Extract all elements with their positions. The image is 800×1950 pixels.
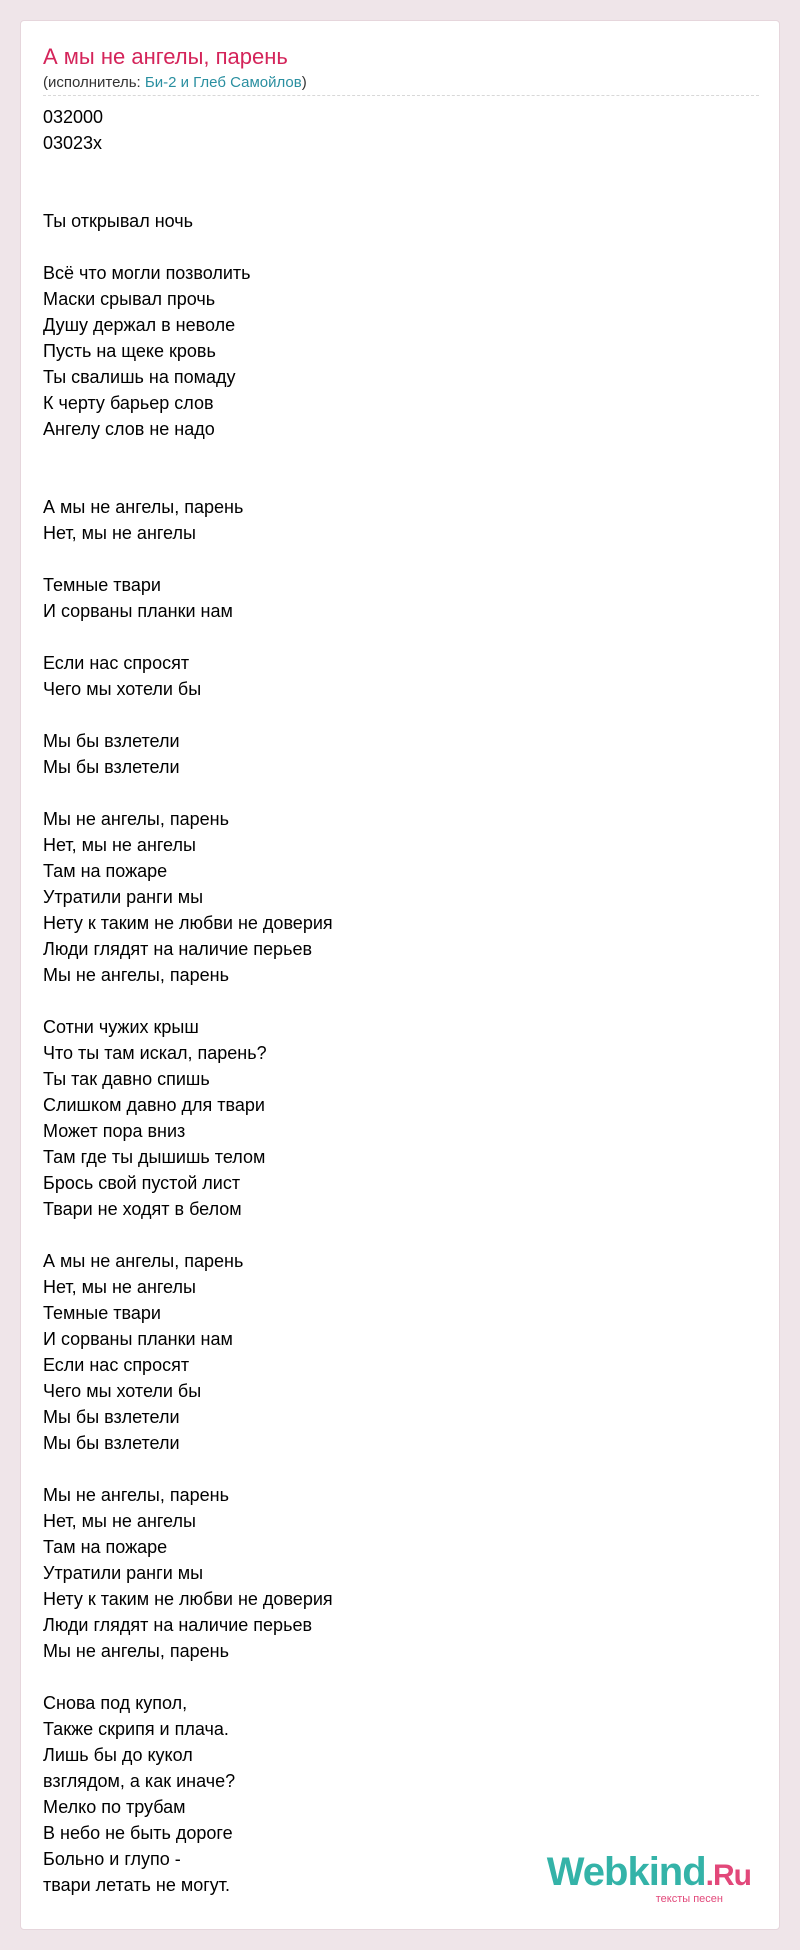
lyric-line: Утратили ранги мы bbox=[43, 887, 204, 907]
lyric-line: Люди глядят на наличие перьев bbox=[43, 1615, 313, 1635]
lyric-line: Брось свой пустой лист bbox=[43, 1173, 241, 1193]
lyric-line: Темные твари bbox=[43, 575, 161, 595]
artist-suffix: ) bbox=[301, 74, 307, 91]
lyric-line: Ангелу слов не надо bbox=[43, 419, 215, 439]
lyric-line: Мы бы взлетели bbox=[43, 1433, 180, 1453]
lyric-line: 03023x bbox=[43, 133, 103, 153]
lyric-line: Нет, мы не ангелы bbox=[43, 1511, 196, 1531]
lyric-line bbox=[43, 1456, 743, 1482]
brand-wordmark bbox=[547, 1851, 751, 1897]
lyric-line: К черту барьер слов bbox=[43, 393, 214, 413]
artist-prefix: (исполнитель: bbox=[43, 74, 145, 91]
brand-tagline: тексты песен bbox=[655, 1893, 723, 1905]
lyric-line bbox=[43, 1222, 743, 1248]
lyric-line: Твари не ходят в белом bbox=[43, 1199, 242, 1219]
lyric-line: Сотни чужих крыш bbox=[43, 1017, 199, 1037]
lyric-line: А мы не ангелы, парень bbox=[43, 497, 244, 517]
lyric-line: А мы не ангелы, парень bbox=[43, 1251, 244, 1271]
lyric-line: Темные твари bbox=[43, 1303, 161, 1323]
lyric-line bbox=[43, 468, 743, 494]
lyrics-text bbox=[43, 104, 743, 1898]
lyric-line: Если нас спросят bbox=[43, 653, 190, 673]
lyric-line: Также скрипя и плача. bbox=[43, 1719, 229, 1739]
lyric-line: Нет, мы не ангелы bbox=[43, 523, 196, 543]
lyric-line: Мы не ангелы, парень bbox=[43, 1641, 229, 1661]
lyric-line: Мы бы взлетели bbox=[43, 757, 180, 777]
lyric-line bbox=[43, 988, 743, 1014]
lyric-line: взглядом, а как иначе? bbox=[43, 1771, 236, 1791]
lyric-line: Там где ты дышишь телом bbox=[43, 1147, 266, 1167]
lyric-line: Мы не ангелы, парень bbox=[43, 965, 229, 985]
lyric-line: Маски срывал прочь bbox=[43, 289, 216, 309]
lyric-line: Мы бы взлетели bbox=[43, 1407, 180, 1427]
brand-tld: .Ru bbox=[705, 1859, 751, 1892]
lyric-line: Там на пожаре bbox=[43, 1537, 168, 1557]
lyric-line bbox=[43, 702, 743, 728]
lyric-line: Что ты там искал, парень? bbox=[43, 1043, 267, 1063]
artist-link[interactable]: Би-2 и Глеб Самойлов bbox=[144, 74, 302, 91]
lyric-line: Там на пожаре bbox=[43, 861, 168, 881]
lyric-line: Нет, мы не ангелы bbox=[43, 835, 196, 855]
lyric-line: Пусть на щеке кровь bbox=[43, 341, 216, 361]
lyric-line: Снова под купол, bbox=[43, 1693, 188, 1713]
lyric-line: Нету к таким не любви не доверия bbox=[43, 1589, 333, 1609]
header-divider bbox=[43, 95, 759, 96]
lyric-line: В небо не быть дороге bbox=[43, 1823, 233, 1843]
lyric-line: твари летать не могут. bbox=[43, 1875, 231, 1895]
lyric-line: Люди глядят на наличие перьев bbox=[43, 939, 313, 959]
lyric-line: Мелко по трубам bbox=[43, 1797, 186, 1817]
lyric-line: Ты открывал ночь bbox=[43, 211, 194, 231]
lyric-line: Нету к таким не любви не доверия bbox=[43, 913, 333, 933]
lyric-line: Чего мы хотели бы bbox=[43, 1381, 202, 1401]
lyric-line: Слишком давно для твари bbox=[43, 1095, 265, 1115]
lyric-line: Нет, мы не ангелы bbox=[43, 1277, 196, 1297]
lyric-line bbox=[43, 780, 743, 806]
artist-line bbox=[43, 73, 307, 93]
lyric-line bbox=[43, 1664, 743, 1690]
lyric-line: Может пора вниз bbox=[43, 1121, 186, 1141]
lyric-line: Душу держал в неволе bbox=[43, 315, 236, 335]
lyric-line: Всё что могли позволить bbox=[43, 263, 251, 283]
lyric-line: И сорваны планки нам bbox=[43, 1329, 233, 1349]
lyric-line bbox=[43, 624, 743, 650]
lyric-line: Ты так давно спишь bbox=[43, 1069, 210, 1089]
lyric-line: Больно и глупо - bbox=[43, 1849, 181, 1869]
lyric-line: Ты свалишь на помаду bbox=[43, 367, 236, 387]
lyric-line: Лишь бы до кукол bbox=[43, 1745, 193, 1765]
lyric-line bbox=[43, 182, 743, 208]
lyric-line bbox=[43, 234, 743, 260]
site-logo[interactable] bbox=[547, 1851, 751, 1905]
lyric-line bbox=[43, 442, 743, 468]
lyric-line: Мы не ангелы, парень bbox=[43, 809, 229, 829]
lyric-line bbox=[43, 546, 743, 572]
lyric-line: И сорваны планки нам bbox=[43, 601, 233, 621]
lyrics-card bbox=[20, 20, 780, 1930]
lyric-line: Чего мы хотели бы bbox=[43, 679, 202, 699]
lyric-line: Утратили ранги мы bbox=[43, 1563, 204, 1583]
song-title: А мы не ангелы, парень bbox=[43, 44, 288, 69]
lyric-line: Мы бы взлетели bbox=[43, 731, 180, 751]
lyric-line: 032000 bbox=[43, 107, 104, 127]
lyric-line: Мы не ангелы, парень bbox=[43, 1485, 229, 1505]
brand-name: Webkind bbox=[546, 1850, 706, 1894]
lyric-line bbox=[43, 156, 743, 182]
lyric-line: Если нас спросят bbox=[43, 1355, 190, 1375]
